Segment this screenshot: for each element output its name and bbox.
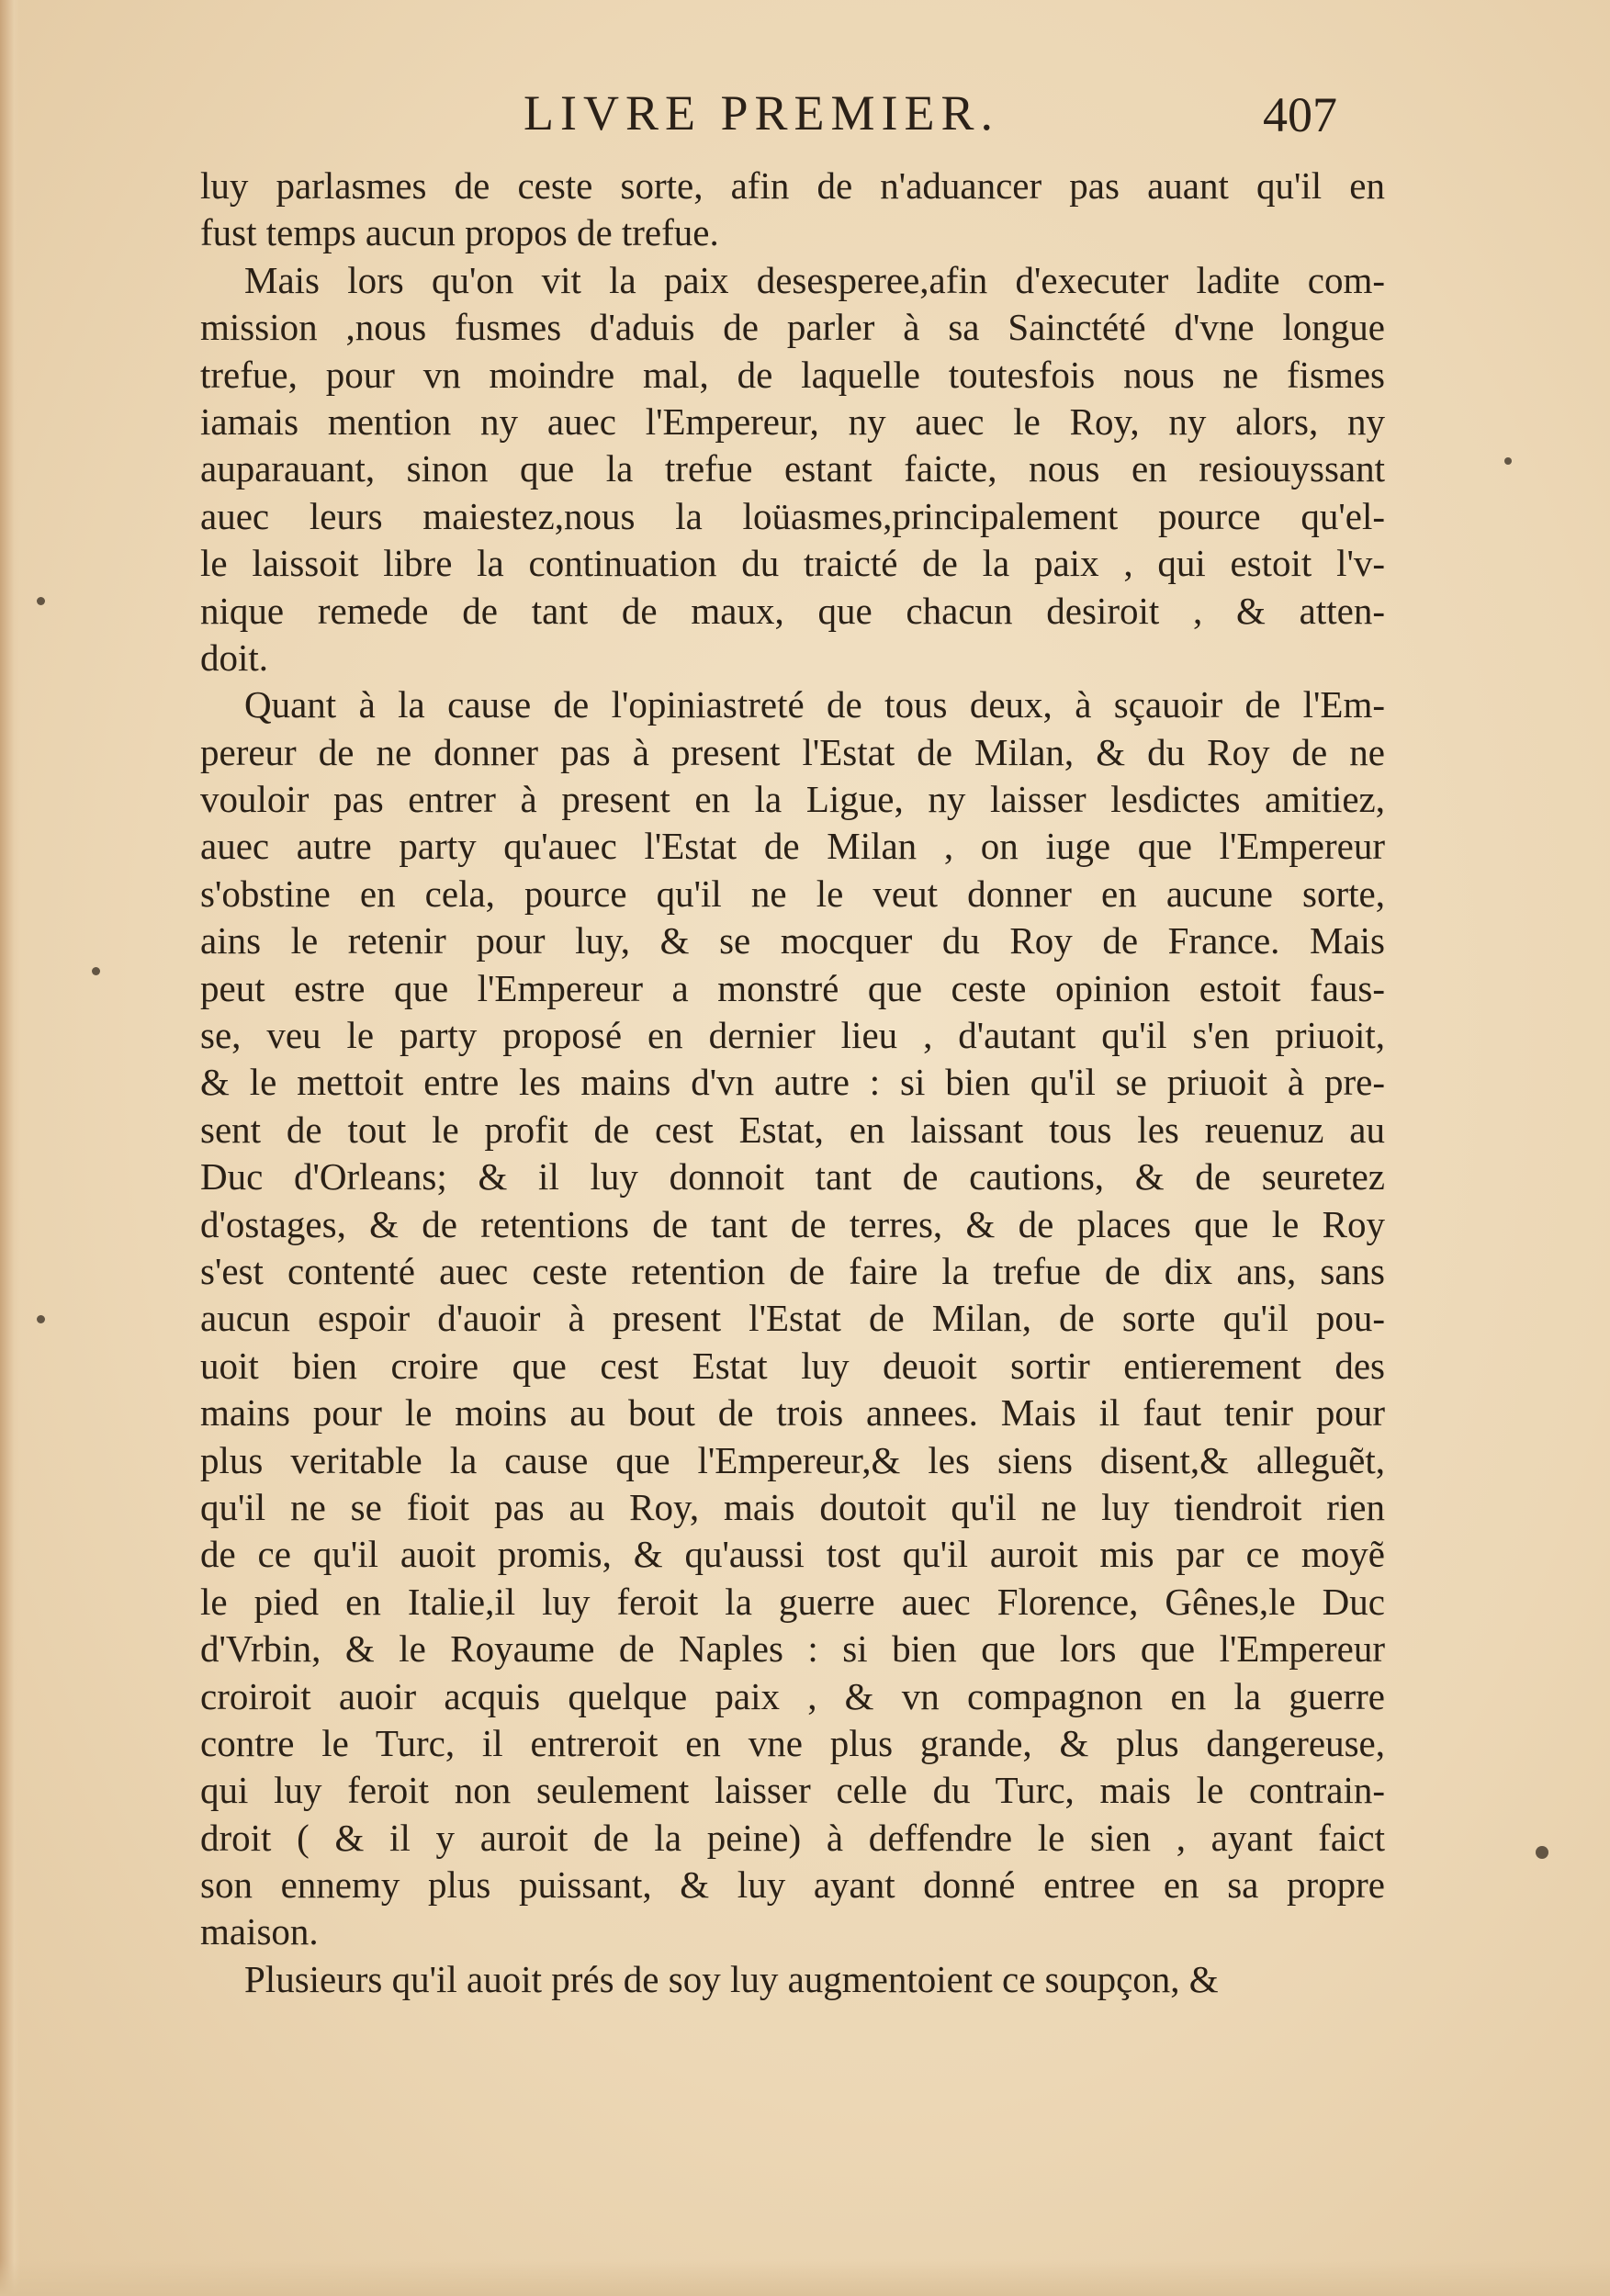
text-line: s'est contenté auec ceste retention de faire la trefue de dix ans, sans [200, 1249, 1385, 1292]
text-line: trefue, pour vn moindre mal, de laquelle toutesfois nous ne fismes [200, 353, 1385, 396]
text-line: aucun espoir d'auoir à present l'Estat de Milan, de sorte qu'il pou- [200, 1297, 1385, 1340]
running-title: LIVRE PREMIER. [524, 85, 1000, 141]
text-line: fust temps aucun propos de trefue. [200, 211, 719, 254]
text-line: s'obstine en cela, pource qu'il ne le veut donner en aucune sorte, [200, 872, 1385, 915]
paragraph-start-line: Quant à la cause de l'opiniastreté de tous deux, à sçauoir de l'Em- [244, 683, 1385, 726]
text-line: sent de tout le profit de cest Estat, en laissant tous les reuenuz au [200, 1108, 1385, 1151]
text-line: contre le Turc, il entreroit en vne plus grande, & plus dangereuse, [200, 1721, 1385, 1764]
text-line: de ce qu'il auoit promis, & qu'aussi tost qu'il auroit mis par ce moyẽ [200, 1533, 1385, 1576]
text-line: & le mettoit entre les mains d'vn autre : si bien qu'il se priuoit à pre- [200, 1061, 1385, 1104]
text-line: se, veu le party proposé en dernier lieu , d'autant qu'il s'en priuoit, [200, 1014, 1385, 1057]
text-line: plus veritable la cause que l'Empereur,& les siens disent,& alleguẽt, [200, 1438, 1385, 1481]
text-line: mission ,nous fusmes d'aduis de parler à sa Sainctété d'vne longue [200, 306, 1385, 349]
text-line: luy parlasmes de ceste sorte, afin de n'aduancer pas auant qu'il en [200, 164, 1385, 207]
ink-speck [37, 597, 45, 605]
text-line: mains pour le moins au bout de trois annees. Mais il faut tenir pour [200, 1391, 1385, 1435]
text-line: croiroit auoir acquis quelque paix , & vn compagnon en la guerre [200, 1674, 1385, 1717]
body-text [200, 163, 1385, 2003]
text-line: d'ostages, & de retentions de tant de terres, & de places que le Roy [200, 1202, 1385, 1245]
text-line: auec autre party qu'auec l'Estat de Milan , on iuge que l'Empereur [200, 825, 1385, 868]
page-edge-shadow [0, 0, 20, 2296]
ink-speck [1536, 1846, 1548, 1859]
text-line: qu'il ne se fioit pas au Roy, mais doutoit qu'il ne luy tiendroit rien [200, 1485, 1385, 1528]
page-number: 407 [1263, 87, 1337, 142]
text-line: Duc d'Orleans; & il luy donnoit tant de cautions, & de seuretez [200, 1155, 1385, 1199]
text-line: ains le retenir pour luy, & se mocquer du Roy de France. Mais [200, 919, 1385, 962]
ink-speck [1504, 457, 1512, 465]
text-line: uoit bien croire que cest Estat luy deuoit sortir entierement des [200, 1344, 1385, 1387]
paragraph-start-line: Mais lors qu'on vit la paix desesperee,afin d'executer ladite com- [244, 258, 1385, 301]
text-line: peut estre que l'Empereur a monstré que ceste opinion estoit faus- [200, 966, 1385, 1009]
text-line: pereur de ne donner pas à present l'Estat de Milan, & du Roy de ne [200, 730, 1385, 773]
text-line: le laissoit libre la continuation du traicté de la paix , qui estoit l'v- [200, 542, 1385, 585]
text-line: doit. [200, 636, 269, 679]
ink-speck [37, 1315, 45, 1323]
text-line: auparauant, sinon que la trefue estant faicte, nous en resiouyssant [200, 447, 1385, 490]
text-line: iamais mention ny auec l'Empereur, ny auec le Roy, ny alors, ny [200, 400, 1385, 443]
text-line: auec leurs maiestez,nous la loüasmes,principalement pource qu'el- [200, 494, 1385, 537]
text-line: d'Vrbin, & le Royaume de Naples : si bien que lors que l'Empereur [200, 1627, 1385, 1671]
text-line: qui luy feroit non seulement laisser celle du Turc, mais le contrain- [200, 1769, 1385, 1812]
page-header [0, 84, 1610, 149]
text-line: vouloir pas entrer à present en la Ligue, ny laisser lesdictes amitiez, [200, 778, 1385, 821]
ink-speck [92, 967, 100, 975]
page-bottom-shadow [0, 2259, 1610, 2296]
paragraph-start-line: Plusieurs qu'il auoit prés de soy luy augmentoient ce soupçon, & [244, 1957, 1219, 2000]
text-line: son ennemy plus puissant, & luy ayant donné entree en sa propre [200, 1863, 1385, 1907]
text-line: droit ( & il y auroit de la peine) à deffendre le sien , ayant faict [200, 1816, 1385, 1859]
text-line: le pied en Italie,il luy feroit la guerre auec Florence, Gênes,le Duc [200, 1580, 1385, 1623]
text-line: nique remede de tant de maux, que chacun desiroit , & atten- [200, 589, 1385, 632]
text-line: maison. [200, 1910, 319, 1953]
